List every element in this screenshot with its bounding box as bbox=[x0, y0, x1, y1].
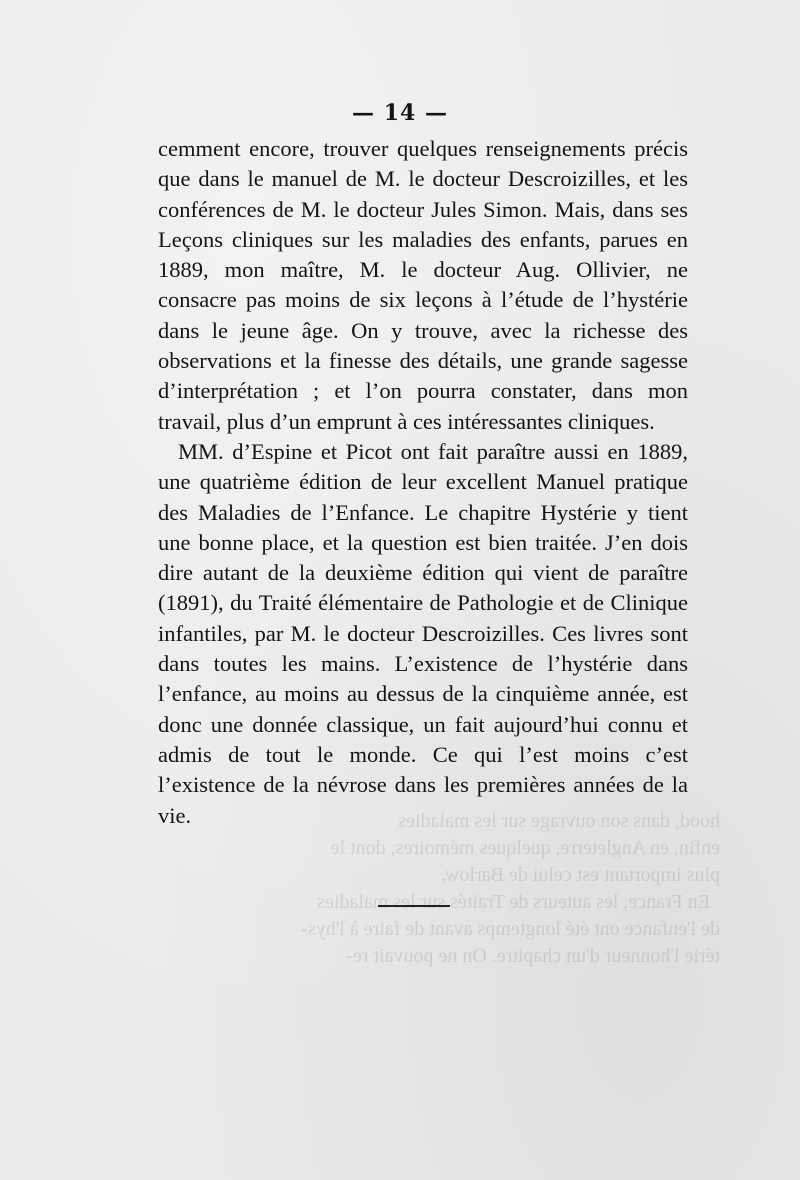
paragraph-2: MM. d’Espine et Picot ont fait paraître aussi en 1889, une quatrième édition de leur excellent Manuel pratique des Maladies de l’Enfance. Le chapitre Hystérie y tient une bonne place, et la question est bien traitée. J’en dois dire autant de la deuxième édition qui vient de paraître (1891), du Traité élémentaire de Pathologie et de Clinique infantiles, par M. le docteur Descroizilles. Ces livres sont dans toutes les mains. L’existence de l’hystérie dans l’enfance, au moins au dessus de la cinquième année, est donc une donnée classique, un fait aujourd’hui connu et admis de tout le monde. Ce qui l’est moins c’est l’existence de la névrose dans les premières années de la vie. bbox=[158, 438, 688, 828]
paragraph-1: cemment encore, trouver quelques renseignements précis que dans le manuel de M. le docteur Descroizilles, et les conférences de M. le docteur Jules Simon. Mais, dans ses Leçons cliniques sur les maladies des enfants, parues en 1889, mon maître, M. le docteur Aug. Ollivier, ne consacre pas moins de six leçons à l’étude de l’hystérie dans le jeune âge. On y trouve, avec la richesse des observations et la finesse des détails, une grande sagesse d’interprétation ; et l’on pourra constater, dans mon travail, plus d’un emprunt à ces intéressantes cliniques. bbox=[158, 136, 688, 434]
show-through-text: hood, dans son ouvrage sur les maladies enfin, en Angleterre, quelques mémoires, dont le plus important est celui de Barlow. En France, les auteurs de Traités sur les maladies de l'enfance ont été longtemps avant de faire à l'hys- térie l'honneur d'un chapitre. On ne pouvait re- bbox=[301, 810, 720, 967]
section-divider bbox=[378, 905, 450, 907]
page-number: — 14 — bbox=[352, 100, 448, 126]
body-text bbox=[158, 134, 688, 831]
